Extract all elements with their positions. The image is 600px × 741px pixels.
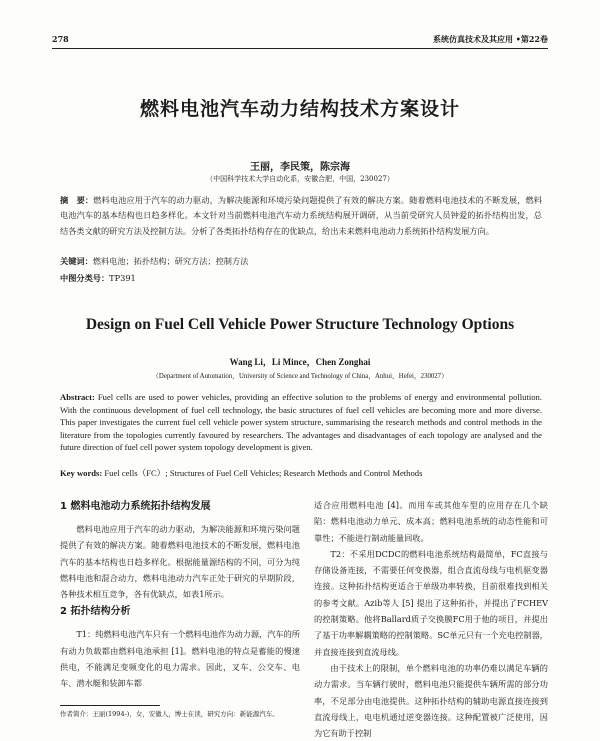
english-abstract-label: Abstract:: [60, 392, 95, 402]
running-header: [52, 34, 548, 48]
chinese-keywords-text: 燃料电池；拓扑结构；研究方法；控制方法: [92, 256, 249, 266]
english-abstract: [60, 391, 542, 454]
classification-label: 中图分类号：: [60, 273, 110, 283]
english-keywords: [60, 467, 542, 480]
chinese-abstract: [60, 193, 542, 239]
author-footnote: 作者简介：王丽(1994-)，女，安徽人，博士在读，研究方向：新能源汽车。: [60, 710, 279, 718]
english-keywords-text: Fuel cells（FC）; Structures of Fuel Cell Vehicles; Research Methods and Control Methods: [104, 468, 423, 478]
chinese-title: 燃料电池汽车动力结构技术方案设计: [139, 98, 460, 120]
journal-name: 系统仿真技术及其应用 •第22卷: [432, 34, 548, 44]
section-1-paragraph: 燃料电池应用于汽车的动力驱动，为解决能源和环境污染问题提供了有效的解决方案。随着燃料电池技术的不断发展，燃料电池汽车的基本结构也日趋多样化。根据能量源结构的不同，可分为纯燃料电池和混合动力，燃料电池动力汽车正处于研究的早期阶段，各种技术相互竞争，各有优缺点，如表1所示。: [60, 524, 300, 600]
section-1-heading: 1 燃料电池动力系统拓扑结构发展: [60, 501, 211, 512]
header-rule: [52, 48, 548, 49]
footnote-rule: [60, 705, 160, 706]
chinese-keywords-label: 关键词：: [60, 256, 93, 266]
chinese-affiliation: （中国科学技术大学自动化系，安徽合肥，中国，230027）: [206, 175, 394, 183]
section-2-heading: 2 拓扑结构分析: [60, 606, 131, 618]
right-paragraph-3: 由于技术上的限制，单个燃料电池的功率仍难以满足车辆的动力需求。当车辆行驶时，燃料电池只能提供车辆所需的部分功率，不足部分由电池提供。这种拓扑结构的辅助电源直接连接到直流母线上，电电机通过逆变器连接。这种配置被广泛使用，因为它有助于控制: [314, 662, 548, 739]
english-authors: Wang Li，Li Mince，Chen Zonghai: [229, 357, 371, 367]
section-2-paragraph: T1：纯燃料电池汽车只有一个燃料电池作为动力源，汽车的所有动力负载都由燃料电池承担 [1]。燃料电池的特点是蓄能的慢速供电，不能满足变频变化的电力需求。因此，叉车、公交车、电车、潜水艇和装卸车都: [60, 629, 300, 689]
english-keywords-label: Key words:: [60, 468, 103, 478]
english-title: Design on Fuel Cell Vehicle Power Structure Technology Options: [85, 316, 515, 333]
chinese-abstract-text: 燃料电池应用于汽车的动力驱动，为解决能源和环境污染问题提供了有效的解决方案。随着燃料电池技术的不断发展，燃料电池汽车的基本结构也日趋多样化。本文针对当前燃料电池汽车动力系统结构展开调研，从当前受研究人员钟爱的拓扑结构出发，总结各类文献的研究方法及控制方法。分析了各类拓扑结构存在的优缺点，给出未来燃料电池动力系统拓扑结构发展方向。: [60, 195, 542, 236]
right-paragraph-continued: 适合应用燃料电池 [4]。而用车或其他车型的应用存在几个缺陷：燃料电池动力单元、成本高；燃料电池系统的动态性能和可靠性；不能进行制动能量回收。: [314, 500, 548, 543]
classification-number: [60, 271, 542, 286]
right-paragraph-t2: T2：不采用DCDC的燃料电池系统结构最简单，FC直接与存储设备连接，不需要任何变换器，组合直流母线与电机驱变器连接。这种拓扑结构更适合于单级功率转换，目前很难找到相关的参考文献。Azib等人 [5] 提出了这种拓扑，并提出了FCHEV的控制策略。他将Ballard质子交换膜FC用于他的项目，并提出了基于功率解耦策略的控制策略。SC单元只有一个充电控制器，并直接连接到直流母线。: [314, 548, 548, 657]
english-affiliation: （Department of Automation，University of Science and Technology of China，Anhui，Hefei，230027）: [152, 373, 448, 380]
right-column: [314, 497, 548, 741]
classification-value: TP391: [109, 273, 136, 283]
chinese-abstract-label: 摘 要：: [60, 195, 94, 205]
english-abstract-text: Fuel cells are used to power vehicles, providing an effective solution to the problems of energy and environmental pollution. With the continuous development of fuel cell technology, the basic structures of fuel cell vehicles are becoming more and more diverse. This paper investigates the current fuel cell vehicle power system structure, summarising the research methods and control methods in the literature from the topologies currently favoured by researchers. The advantages and disadvantages of each topology are analysed and the future direction of fuel cell power system topology development is given.: [60, 392, 542, 452]
chinese-authors: 王丽，李民策，陈宗海: [250, 162, 350, 173]
left-column: [60, 497, 300, 692]
page-number: 278: [52, 34, 69, 44]
chinese-keywords: [60, 254, 542, 269]
